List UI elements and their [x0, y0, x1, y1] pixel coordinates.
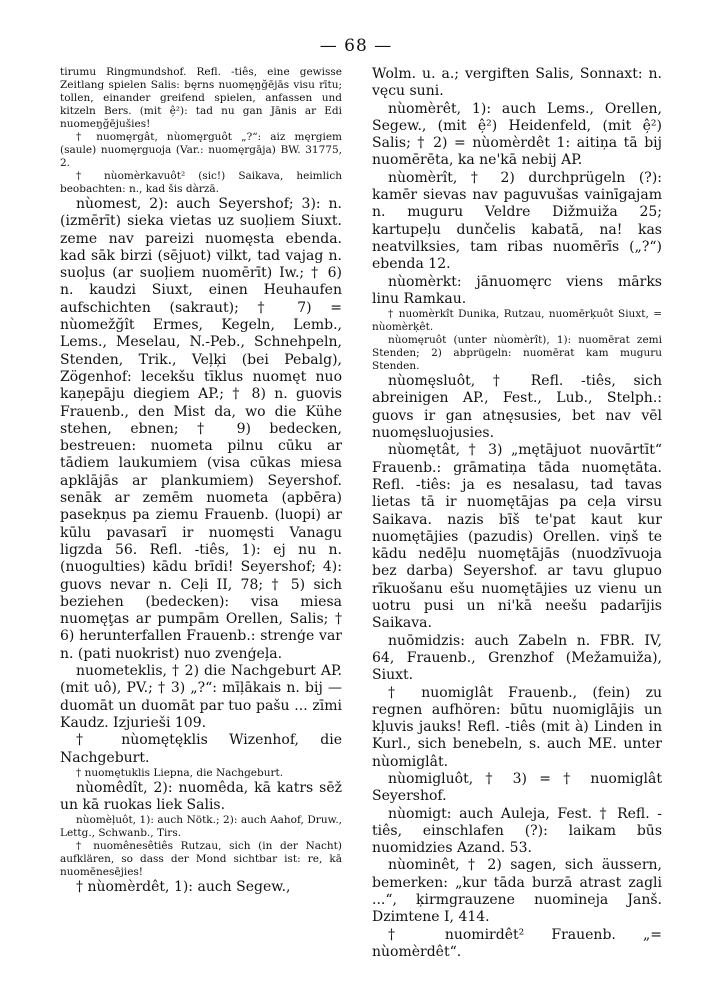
dictionary-entry: nùomèrît, † 2) durchprügeln (?): kamēr sievas nav paguvušas vainīgajam n. muguru Veldre Dižmuiža 25; kartupeļu dunčelis kabatā, na! kas neatvilksies, tam ribas nuomērīs („?“) ebenda 12.	[372, 169, 662, 273]
page-number: — 68 —	[319, 36, 393, 56]
dictionary-entry: nùomèrkt: jānuomęrc viens mārks linu Ramkau.	[372, 273, 662, 307]
dictionary-entry: † nuomiglât Frauenb., (fein) zu regnen aufhören: būtu nuomiglājis un kļuvis jauks! Refl. -tiês (mit à) Linden in Kurl., sich benebeln, s. auch ME. unter nùomiglât.	[372, 684, 662, 770]
dictionary-entry: nùomest, 2): auch Seyershof; 3): n. (izmērīt) sieka vietas uz suoļiem Siuxt. zeme nav pareizi nuomęsta ebenda. kad sāk birzi (sējuot) vilkt, tad vajag n. suoļus (ar suoļiem nuomērīt) Iw.; † 6) n. kaudzi Siuxt, einen Heuhaufen aufschichten (sakraut); † 7) = nùomežğît Ermes, Kegeln, Lemb., Lems., Meselau, N.-Peb., Schnehpeln, Stenden, Trik., Veļķi (bei Pebalg), Zögenhof: lecekšu tīklus nuomęt nuo kaņepāju diegiem AP.; † 8) n. guovis Frauenb., den Mist da, wo die Kühe stehen, ebnen; † 9) bedecken, bestreuen: nuometa pilnu cūku ar tādiem laukumiem (visa cūkas miesa apklājās ar plankumiem) Seyershof. senāk ar zemēm nuometa (apbēra) pasekņus pa ziemu Frauenb. (luopi) ar kūlu pavasarī ir nuomęsti Vanagu ligzda 56. Refl. -tiês, 1): ej nu n. (nuogulties) kādu brīdi! Seyershof; 4): guovs nevar n. Ceļi II, 78; † 5) sich beziehen (bedecken): visa miesa nuomęţas ar pumpām Orellen, Salis; † 6) herunterfallen Frauenb.: strenģe var n. (pati nuokrist) nuo zvenģeļa.	[60, 196, 342, 662]
dictionary-entry: nuōmidzis: auch Zabeln n. FBR. IV, 64, Frauenb., Grenzhof (Mežamuiža), Siuxt.	[372, 632, 662, 684]
dictionary-entry: † nuomęrgât, nùomęrguôt „?“: aiz męrgiem (saule) nuomęrguoja (Var.: nuomęrgāja) BW. 31775, 2.	[60, 131, 342, 169]
dictionary-entry: nùominêt, † 2) sagen, sich äussern, bemerken: „kur tāda burzā atrast zagli ...“, ķirmgrauzene nuomineja Janš. Dzimtene I, 414.	[372, 857, 662, 926]
dictionary-entry: tirumu Ringmundshof. Refl. -tiês, eine gewisse Zeitlang spielen Salis: bęrns nuomęŋğējās visu rītu; tollen, einander greifend spielen, anfassen und kitzeln Bers. (mit ê̦²): tad nu gan Jānis ar Edi nuomeŋğējušies!	[60, 66, 342, 130]
dictionary-entry: † nùomèrdêt, 1): auch Segew.,	[76, 879, 291, 896]
dictionary-entry: † nùomèrkavuôt² (sic!) Saikava, heimlich beobachten: n., kad šis dàrzā.	[60, 170, 342, 195]
dictionary-entry: † nuomirdêt² Frauenb. „= nùomèrdêt“.	[372, 926, 662, 960]
dictionary-entry: Wolm. u. a.; vergiften Salis, Sonnaxt: n. vęcu suni.	[372, 66, 662, 100]
dictionary-entry: nùomèļuôt, 1): auch Nötk.; 2): auch Aahof, Druw., Lettg., Schwanb., Tirs.	[60, 814, 342, 840]
right-column	[372, 66, 662, 986]
dictionary-entry: nùomęruôt (unter nùomèrît), 1): nuomērat zemi Stenden; 2) abprügeln: nuomērat kam muguru Stenden.	[372, 334, 662, 373]
dictionary-entry: nùomigluôt, † 3) = † nuomiglât Seyershof.	[372, 770, 662, 805]
dictionary-entry: † nuomętuklis Liepna, die Nachgeburt.	[76, 766, 284, 779]
dictionary-entry: nùomèrêt, 1): auch Lems., Orellen, Segew., (mit ê̦²) Heidenfeld, (mit ê̦²) Salis; † 2) = nùomèrdêt 1: aitiņa tā bij nuomērēta, ka ne'kā nebij AP.	[372, 100, 662, 169]
dictionary-entry: nuometeklis, † 2) die Nachgeburt AP. (mit uô), PV.; † 3) „?“: mīļākais n. bij — duomāt un duomāt par tuo pašu ... zīmi Kaudz. Izjurieši 109.	[60, 663, 342, 731]
dictionary-entry: nùomêdît, 2): nuomêda, kā katrs sēž un kā ruokas liek Salis.	[60, 779, 342, 814]
dictionary-entry: nùomętât, † 3) „mętājuot nuovārtīt“ Frauenb.: grāmatiņa tāda nuomętāta. Refl. -tiês: ja es nesalasu, tad tavas lietas tā ir nuomętājas pa ceļa virsu Saikava. nazis bīš te'pat kaut kur nuomętājies (pazudis) Orellen. viņš te kādu nedēļu nuomętājās (nuodzīvuoja bez darba) Seyershof. ar tavu glupuo rīkuošanu ešu nuomętājies uz vienu un uotru pusi un ni'kā neešu padarījis Saikava.	[372, 442, 662, 632]
dictionary-entry: † nùomętęklis Wizenhof, die Nachgeburt.	[60, 732, 342, 766]
dictionary-entry: nùomęsluôt, † Refl. -tiês, sich abreinigen AP., Fest., Lub., Stelph.: guovs ir gan atnęsusies, bet nav vēl nuomęsluojusies.	[372, 373, 662, 442]
left-column	[60, 66, 342, 986]
dictionary-entry: nùomigt: auch Auleja, Fest. † Refl. -tiês, einschlafen (?): laikam būs nuomidzies Azand. 53.	[372, 805, 662, 857]
dictionary-entry: † nuomèrkît Dunika, Rutzau, nuomērķuôt Siuxt, = nùomèrķêt.	[372, 308, 662, 334]
dictionary-entry: † nuomênesêtiês Rutzau, sich (in der Nacht) aufklären, so dass der Mond sichtbar ist: re, kā nuomēnesējies!	[60, 840, 342, 879]
